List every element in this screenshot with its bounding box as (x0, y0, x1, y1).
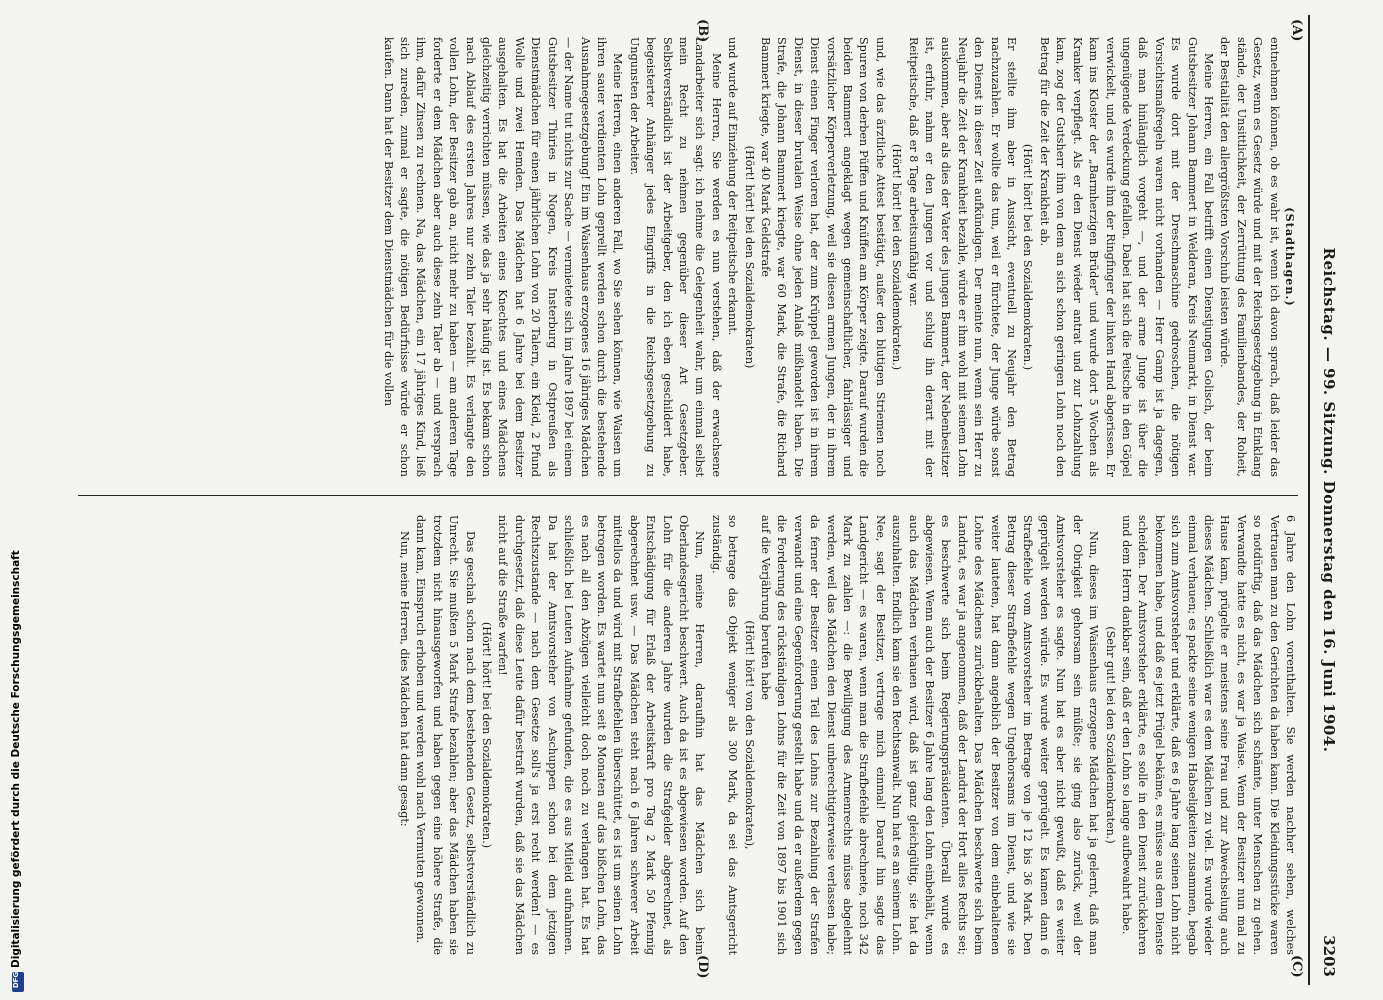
page-number: 3203 (1320, 935, 1338, 977)
paragraph: Meine Herren, ein Fall betrifft einen Dienstjungen Golisch, der beim Gutsbesitzer Johann Bammert in Welderan, Kreis Neumarkt, in Dienst war. Es wurde dort mit der Dreschmaschine gedroschen, die nötigen Vorsichtsmaßregeln waren nicht vorhanden — Herr Gamp ist ja dagegen, daß man hinlänglich vorgeht —, und der arme Junge ist über die ungenügende Verdeckung gefallen. Dabei hat sich die Peitsche in den Göpel verwickelt, und es wurde ihm der Ringfinger der linken Hand abgerissen. Er kam ins Kloster der „Barmherzigen Brüder“ und wurde dort 5 Wochen als Kranker verpflegt. Als er den Dienst wieder antrat und zur Lohnzahlung kam, zog der Gutsherr ihm von dem an sich schon geringen Lohn noch den Betrag für die Zeit der Krankheit ab. (1037, 37, 1215, 477)
paragraph: Das geschah schon nach dem bestehenden Gesetz, selbstverständlich zu Unrecht. Sie mußten 5 Mark Strafe bezahlen; aber das Mädchen haben sie trotzdem nicht hinausgeworfen und haben gegen eine höhere Strafe, die dann kam, Einspruch erhoben und werden wohl nach Vermuten gewonnen. (414, 515, 477, 955)
margin-mark-b: (B) (695, 19, 710, 43)
paragraph: Meine Herren, Sie werden es nun verstehen, daß der erwachsene Landarbeiter sich sagt: ich nehme die Gelegenheit wahr, um einmal selbst mein Recht zu nehmen gegenüber dieser Art Gesetzgeber. Selbstverständlich ist der Arbeitgeber, den ich eben geschildert habe, begeisterter Anhänger jedes Eingriffs in die Reichsgesetzgebung zu Ungunsten der Arbeiter. (627, 37, 723, 477)
paragraph: und wurde auf Einziehung der Reitpeitsche erkannt. (726, 37, 740, 336)
paragraph: entnehmen können, ob es wahr ist, wenn ich davon sprach, daß leider das Gesetz, wenn es Gesetz würde und mit der Reichsgesetzgebung in Einklang stände, der Unsittlichkeit, der Zerrüttung des Familienbandes, der Roheit, der Bestialität den allergrößtsten Vorschub leisten würde. (1218, 37, 1281, 477)
margin-mark-a: (A) (1289, 19, 1304, 42)
interjection: (Hört! hört! bei den Sozialdemokraten.) (1021, 143, 1035, 371)
paragraph: Er stellte ihm aber in Aussicht, eventuell zu Neujahr den Betrag nachzuzahlen. Er wollte das tun, weil er fürchtete, der Junge würde sonst den Dienst in dieser Zeit aufkündigen. Der meinte nun, wenn sein Herr zu Neujahr die Zeit der Krankheit bezahle, würde er ihm wohl mit seinem Lohn auskommen, aber als dies der Vater des jungen Bammert, der Nebenbesitzer ist, erfuhr, nahm er den Jungen vor und schlug ihn derart mit der Reitpeitsche, daß er 8 Tage arbeitsunfähig war. (906, 37, 1019, 477)
logo-text: DFG (12, 971, 21, 989)
interjection: (Hört! hört! von den Sozialdemokraten), (742, 620, 756, 850)
column-divider (78, 495, 1298, 496)
paragraph: Meine Herren, einen anderen Fall, wo Sie sehen können, wie Waisen um ihren sauer verdienten Lohn geprellt werden schon durch die bestehende Ausnahmegesetzgebung! Ein im Waisenhaus erzogenes 16 jähriges Mädchen — der Name tut nichts zur Sache — vermietete sich im Jahre 1897 bei einem Gutsbesitzer Thiries in Nogen, Kreis Insterburg in Ostpreußen als Dienstmädchen für einen jährlichen Lohn von 20 Talern, ein Kleid, 2 Pfund Wolle und zwei Hemden. Das Mädchen hat 6 Jahre bei dem Besitzer ausgehalten. Es hat die Arbeiten eines Knechtes und eines Mädchens gleichzeitig verrichten müssen, wie das ja sehr häufig ist. Es bekam schon nach Ablauf des ersten Jahres nur zehn Taler bezahlt. Es verlangte den vollen Lohn, der Besitzer gab an, nicht mehr zu haben — am anderen Tage forderte er dem Mädchen aber auch diese zehn Taler ab — und versprach ihm, dafür Zinsen zu rechnen. Na, das Mädchen, ein 17 jähriges Kind, ließ sich zureden, zumal er sagte, die nötigen Bedürfnisse würde er schon kaufen. Dann hat der Besitzer dem Dienstmädchen für die vollen (381, 37, 625, 477)
margin-mark-d: (D) (695, 955, 710, 979)
page-title: Reichstag. — 99. Sitzung. Donnerstag den 16. Juni 1904. (1320, 247, 1338, 753)
interjection: (Hört! hört! bei den Sozialdemokraten.) (890, 143, 904, 371)
paragraph: 6 Jahre den Lohn vorenthalten. Sie werden nachher sehen, welches Vertrauen man zu den Gerichten da haben kann. Die Kleidungsstücke waren so notdürftig, daß das Mädchen sich schämte, unter Menschen zu gehen. Verwandte hatte es nicht, es war ja Waise. Wenn der Besitzer nun mal zu Hause kam, prügelte er meistens seine Frau und zur Abwechselung auch dieses Mädchen. Schließlich war es dem Mädchen zu viel. Es wurde wieder einmal verhauen; es packte seine wenigen Habseligkeiten zusammen, begab sich zum Amtsvorsteher und erklärte, daß es 6 Jahre lang seinen Lohn nicht bekommen habe, und daß es jetzt Prügel bekäme, es müsse aus dem Dienste scheiden. Der Amtsvorsteher erklärte, es solle in den Dienst zurückkehren und dem Herrn dankbar sein, daß er den Lohn so lange aufbewahrt habe. (1119, 515, 1297, 955)
dfg-logo-icon (12, 972, 24, 992)
interjection: (Hört! hört! bei den Sozialdemokraten.) (480, 621, 494, 849)
paragraph: Nun, meine Herren, daraufhin hat das Mädchen sich beim Oberlandesgericht beschwert. Auch da ist es abgewiesen worden. Auf den Lohn für die anderen Jahre wurden die Strafgelder abgerechnet, als Entschädigung für Erlaß der Arbeitskraft pro Tag 2 Mark 50 Pfennig abgerechnet usw. — Das Mädchen steht nach 6 Jahren schwerer Arbeit mittellos da und wird mit Strafbefehlen überschüttet, es ist um seinen Lohn betrogen worden. Es wartet nun seit 8 Monaten auf das bißchen Lohn, das es nach all den Abzügen vielleicht doch noch zu verlangen hat. Es hat schließlich bei Leuten Aufnahme gefunden, die es aus Mitleid aufnahmen. Da hat der Amtsvorsteher von Aschuppen schon bei dem jetzigen Rechtszustande — nach dem Gesetze soll's ja erst recht werden! — es durchgesetzt, daß diese Leute dafür bestraft wurden, daß sie das Mädchen nicht auf die Straße warfen! (496, 515, 707, 955)
document-page (60, 15, 1350, 985)
rotated-page-viewport (60, 15, 1350, 985)
speaker-tag: (Stadthagen.) (1283, 207, 1297, 307)
interjection: (Sehr gut! bei den Sozialdemokraten.) (1103, 626, 1117, 844)
interjection: (Hört! hört! bei den Sozialdemokraten) (742, 145, 756, 369)
paragraph: Nun, dieses im Waisenhaus erzogene Mädchen hat ja gelernt, daß man der Obrigkeit gehorsam sein müßte; sie ging also zurück, weil der Amtsvorsteher es sagte. Nun hat es aber nicht gewußt, daß es weiter geprügelt werden würde. Es wurde weiter geprügelt. Es kamen dann 6 Strafbefehle vom Amtsvorsteher im Betrage von je 12 bis 36 Mark. Den Betrag dieser Strafbefehle wegen Ungehorsams im Dienst, und wie sie weiter lauteten, hat dann angeblich der Besitzer von dem einbehaltenen Lohne des Mädchens zurückbehalten. Das Mädchen beschwerte sich beim Landrat, es war ja angenommen, daß der Landrat der Hort alles Rechts sei; es beschwerte sich beim Regierungspräsidenten. Überall wurde es abgewiesen. Wenn auch der Besitzer 6 Jahre lang den Lohn einbehält, wenn auch das Mädchen verhauen wird, daß ist ganz gleichgültig, sie hat da auszuhalten. Endlich kam sie den Rechtsanwalt. Nun hat es an seinem Lohn. Nee, sagt der Besitzer, vertrage mich einmal! Darauf hin sagte das Landgericht — es waren, wenn man die Strafbefehle abrechnete, noch 342 Mark zu zahlen —: die Bewilligung des Armenrechts müsse abgelehnt werden, weil das Mädchen den Dienst unberechtigterweise verlassen habe; da ferner der Besitzer einen Teil des Lohns zur Bezahlung der Strafen verwandt und eine Gegenforderung gestellt habe und da er außerdem gegen die Forderung des rückständigen Lohns für die Zeit von 1897 bis 1901 sich auf die Verjährung berufen habe (759, 515, 1101, 955)
credit-text: Digitalisierung gefördert durch die Deutsche Forschungsgemeinschaft (10, 550, 22, 968)
right-column (68, 515, 1298, 955)
page-header (1308, 15, 1350, 985)
digitization-credit (6, 0, 30, 1000)
paragraph: Nun, meine Herren, dies Mädchen hat dann gesagt: (398, 531, 412, 827)
paragraph: so betrage das Objekt weniger als 300 Mark, da sei das Amtsgericht zuständig. (709, 515, 740, 955)
left-column (68, 37, 1298, 477)
paragraph: und, wie das ärztliche Attest bestätigt, außer den blutigen Striemen noch Spuren von derben Püffen und Knüffen am Körper zeigte. Darauf wurden die beiden Bammert angeklagt wegen gemeinschaftlicher, fahrlässiger und vorsätzlicher Körperverletzung, weil sie diesen armen Jungen, der in ihrem Dienst einen Finger verloren hat, der zum Krüppel geworden ist in ihrem Dienst, in dieser brutalen Weise ohne jeden Anlaß mißhandelt haben. Die Strafe, die Johann Bammert kriegte, war 60 Mark, die Strafe, die Richard Bammert kriegte, war 40 Mark Geldstrafe (759, 37, 887, 477)
margin-mark-c: (C) (1289, 955, 1304, 978)
